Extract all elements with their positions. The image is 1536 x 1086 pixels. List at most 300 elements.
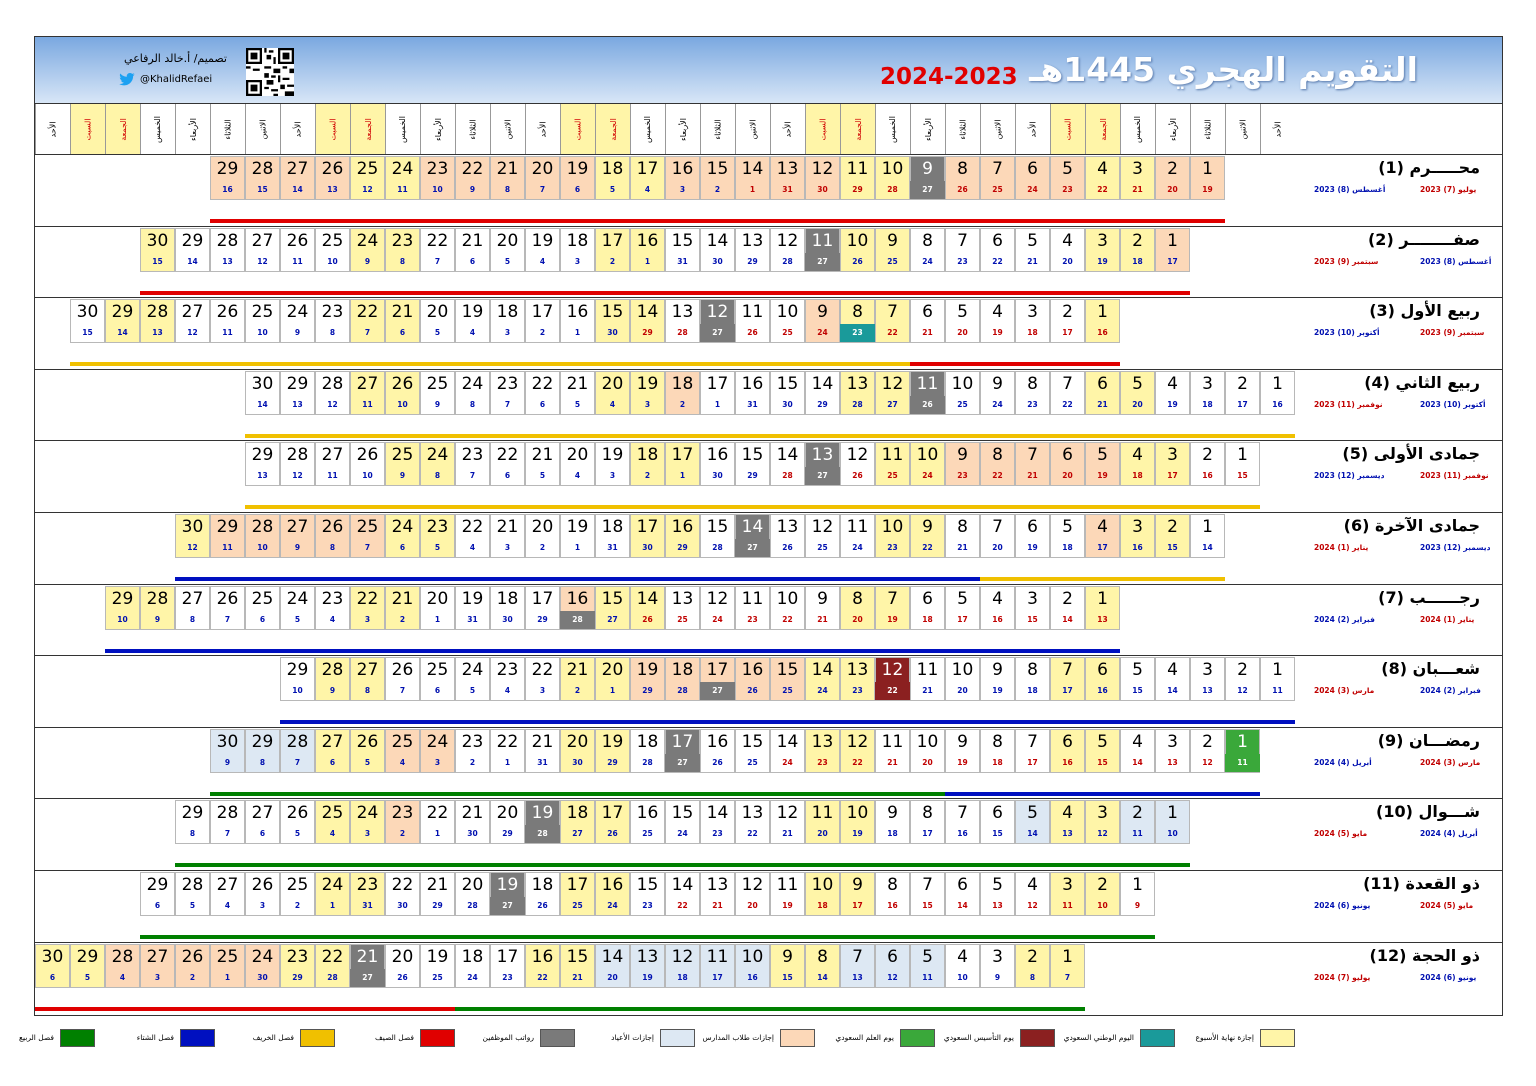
- hijri-day-number: 21: [531, 731, 554, 752]
- hijri-day-number: 16: [601, 875, 624, 895]
- gregorian-day-number: 13: [992, 901, 1003, 910]
- gregorian-day-number: 24: [1027, 185, 1038, 194]
- hijri-day-number: 5: [922, 946, 933, 967]
- gregorian-day-number: 18: [1027, 328, 1038, 338]
- gregorian-day-number: 15: [257, 185, 268, 194]
- hijri-day-number: 13: [776, 517, 799, 537]
- legend-label: إجازة نهاية الأسبوع: [1195, 1033, 1254, 1042]
- qr-code-icon: [246, 48, 294, 96]
- gregorian-day-number: 5: [294, 614, 301, 624]
- gregorian-day-number: 29: [642, 328, 653, 338]
- hijri-day-number: 17: [531, 588, 554, 609]
- hijri-day-number: 13: [671, 302, 694, 323]
- gregorian-day-number: 13: [292, 399, 303, 409]
- gregorian-day-number: 19: [992, 328, 1003, 338]
- hijri-day-number: 25: [321, 230, 344, 251]
- gregorian-day-number: 17: [1062, 328, 1073, 338]
- gregorian-day-number: 23: [642, 901, 653, 910]
- gregorian-day-number: 11: [397, 185, 408, 194]
- gregorian-day-number: 2: [399, 614, 406, 624]
- twitter-icon: [118, 73, 136, 87]
- hijri-day-number: 15: [671, 230, 694, 251]
- weekday-label: الاثنين: [735, 104, 770, 154]
- hijri-day-number: 24: [251, 946, 274, 967]
- gregorian-day-number: 1: [434, 829, 441, 839]
- hijri-day-number: 16: [741, 660, 764, 681]
- hijri-day-number: 21: [426, 875, 449, 895]
- gregorian-day-number: 1: [714, 399, 721, 409]
- hijri-day-number: 17: [496, 946, 519, 967]
- hijri-day-number: 23: [496, 373, 519, 394]
- season-band: [140, 935, 1155, 939]
- hijri-day-number: 9: [817, 588, 828, 609]
- hijri-day-number: 6: [1097, 660, 1108, 681]
- hijri-day-number: 8: [1027, 660, 1038, 681]
- hijri-day-number: 27: [286, 159, 309, 179]
- hijri-day-number: 3: [1202, 660, 1213, 681]
- gregorian-day-number: 5: [189, 901, 196, 910]
- gregorian-day-number: 9: [329, 686, 336, 696]
- weekday-label: الأحد: [1260, 104, 1295, 154]
- hijri-day-number: 27: [251, 803, 274, 824]
- gregorian-day-number: 30: [817, 185, 828, 194]
- hijri-day-number: 21: [566, 373, 589, 394]
- gregorian-day-number: 23: [957, 471, 968, 481]
- gregorian-day-number: 9: [294, 543, 301, 552]
- month-row-divider: [34, 440, 1503, 441]
- gregorian-day-number: 15: [992, 829, 1003, 839]
- gregorian-day-number: 21: [572, 972, 583, 982]
- legend-swatch: [1140, 1029, 1175, 1047]
- gregorian-day-number: 30: [712, 256, 723, 266]
- hijri-day-number: 2: [1202, 731, 1213, 752]
- weekday-label: الجمعة: [595, 104, 630, 154]
- gregorian-day-number: 28: [782, 256, 793, 266]
- hijri-day-number: 19: [566, 517, 589, 537]
- gregorian-day-number: 22: [782, 614, 793, 624]
- gregorian-day-number: 12: [1097, 829, 1108, 839]
- gregorian-day-number: 3: [539, 686, 546, 696]
- hijri-day-number: 21: [531, 445, 554, 466]
- weekday-label: الثلاثاء: [1190, 104, 1225, 154]
- hijri-day-number: 24: [286, 302, 309, 323]
- weekday-label: الجمعة: [840, 104, 875, 154]
- hijri-day-number: 14: [671, 875, 694, 895]
- weekday-label: الأحد: [35, 104, 70, 154]
- hijri-day-number: 15: [566, 946, 589, 967]
- hijri-day-number: 7: [992, 159, 1003, 179]
- hijri-day-number: 2: [1062, 302, 1073, 323]
- gregorian-month-start: مارس (3) 2024: [1420, 757, 1481, 767]
- hijri-day-number: 18: [566, 230, 589, 251]
- month-name: شعـــبان (8): [1381, 659, 1480, 679]
- hijri-day-number: 22: [531, 660, 554, 681]
- gregorian-month-start: مايو (5) 2024: [1420, 901, 1474, 910]
- hijri-day-number: 14: [636, 588, 659, 609]
- gregorian-day-number: 11: [1225, 754, 1260, 772]
- gregorian-day-number: 26: [852, 256, 863, 266]
- hijri-day-number: 22: [356, 588, 379, 609]
- gregorian-day-number: 26: [782, 543, 793, 552]
- gregorian-day-number: 9: [1134, 901, 1141, 910]
- hijri-day-number: 5: [1132, 373, 1143, 394]
- hijri-day-number: 24: [286, 588, 309, 609]
- hijri-day-number: 29: [76, 946, 99, 967]
- hijri-day-number: 5: [1062, 517, 1073, 537]
- gregorian-day-number: 28: [467, 901, 478, 910]
- gregorian-day-number: 15: [1132, 686, 1143, 696]
- hijri-day-number: 11: [846, 159, 869, 179]
- gregorian-day-number: 6: [504, 471, 511, 481]
- gregorian-day-number: 14: [1132, 757, 1143, 767]
- gregorian-day-number: 13: [1167, 757, 1178, 767]
- gregorian-day-number: 10: [257, 328, 268, 338]
- hijri-day-number: 12: [811, 159, 834, 179]
- month-row-divider: [34, 297, 1503, 298]
- gregorian-day-number: 12: [257, 256, 268, 266]
- hijri-day-number: 25: [321, 803, 344, 824]
- hijri-day-number: 14: [776, 445, 799, 466]
- gregorian-day-number: 24: [922, 256, 933, 266]
- hijri-day-number: 1: [1097, 302, 1108, 323]
- hijri-day-number: 15: [741, 445, 764, 466]
- legend-swatch: [1260, 1029, 1295, 1047]
- hijri-day-number: 22: [461, 159, 484, 179]
- gregorian-day-number: 26: [642, 614, 653, 624]
- gregorian-day-number: 20: [992, 543, 1003, 552]
- hijri-day-number: 11: [706, 946, 729, 967]
- gregorian-day-number: 20: [1062, 256, 1073, 266]
- hijri-day-number: 16: [741, 373, 764, 394]
- hijri-day-number: 29: [216, 517, 239, 537]
- gregorian-day-number: 6: [259, 614, 266, 624]
- hijri-day-number: 28: [111, 946, 134, 967]
- gregorian-day-number: 23: [957, 256, 968, 266]
- gregorian-day-number: 24: [677, 829, 688, 839]
- hijri-day-number: 13: [636, 946, 659, 967]
- gregorian-day-number: 30: [642, 543, 653, 552]
- hijri-day-number: 22: [461, 517, 484, 537]
- hijri-day-number: 2: [1167, 159, 1178, 179]
- gregorian-day-number: 13: [1097, 614, 1108, 624]
- hijri-day-number: 6: [957, 875, 968, 895]
- gregorian-day-number: 25: [957, 399, 968, 409]
- gregorian-day-number: 10: [1167, 829, 1178, 839]
- gregorian-day-number: 4: [504, 686, 511, 696]
- hijri-day-number: 17: [671, 445, 694, 466]
- hijri-day-number: 18: [461, 946, 484, 967]
- gregorian-day-number: 3: [504, 543, 511, 552]
- hijri-day-number: 3: [1132, 517, 1143, 537]
- hijri-day-number: 30: [41, 946, 64, 967]
- hijri-day-number: 25: [356, 159, 379, 179]
- gregorian-day-number: 16: [957, 829, 968, 839]
- hijri-day-number: 26: [356, 445, 379, 466]
- gregorian-day-number: 24: [817, 686, 828, 696]
- hijri-day-number: 4: [1027, 875, 1038, 895]
- hijri-day-number: 9: [922, 159, 933, 179]
- hijri-day-number: 2: [1132, 230, 1143, 251]
- hijri-day-number: 20: [566, 445, 589, 466]
- gregorian-day-number: 7: [364, 543, 371, 552]
- hijri-day-number: 6: [887, 946, 898, 967]
- hijri-day-number: 16: [566, 588, 589, 609]
- hijri-day-number: 3: [1097, 803, 1108, 824]
- hijri-day-number: 8: [992, 445, 1003, 466]
- hijri-day-number: 18: [601, 159, 624, 179]
- hijri-day-number: 16: [706, 731, 729, 752]
- gregorian-day-number: 18: [887, 829, 898, 839]
- gregorian-day-number: 16: [1062, 757, 1073, 767]
- gregorian-day-number: 21: [782, 829, 793, 839]
- hijri-day-number: 1: [1202, 517, 1213, 537]
- gregorian-day-number: 9: [294, 328, 301, 338]
- hijri-day-number: 29: [181, 230, 204, 251]
- hijri-day-number: 28: [321, 373, 344, 394]
- season-band: [175, 577, 980, 581]
- gregorian-day-number: 2: [539, 543, 546, 552]
- designer-credit: تصميم/ أ.خالد الرفاعي: [124, 52, 227, 65]
- gregorian-day-number: 20: [1062, 471, 1073, 481]
- gregorian-day-number: 24: [852, 543, 863, 552]
- hijri-day-number: 26: [216, 302, 239, 323]
- gregorian-day-number: 16: [747, 972, 758, 982]
- hijri-day-number: 19: [636, 373, 659, 394]
- hijri-day-number: 2: [1062, 588, 1073, 609]
- month-name: محـــــرم (1): [1378, 158, 1480, 177]
- hijri-day-number: 8: [887, 875, 898, 895]
- gregorian-day-number: 22: [992, 256, 1003, 266]
- gregorian-day-number: 8: [259, 757, 266, 767]
- gregorian-day-number: 16: [1202, 471, 1213, 481]
- gregorian-day-number: 20: [747, 901, 758, 910]
- gregorian-day-number: 11: [362, 399, 373, 409]
- hijri-day-number: 26: [181, 946, 204, 967]
- season-band: [980, 577, 1225, 581]
- hijri-day-number: 4: [1097, 159, 1108, 179]
- gregorian-day-number: 8: [189, 829, 196, 839]
- gregorian-day-number: 29: [607, 757, 618, 767]
- hijri-day-number: 20: [496, 230, 519, 251]
- hijri-day-number: 12: [776, 230, 799, 251]
- hijri-day-number: 12: [706, 302, 729, 323]
- season-band: [35, 1007, 455, 1011]
- hijri-day-number: 3: [1027, 588, 1038, 609]
- month-row-divider: [34, 512, 1503, 513]
- season-band: [210, 219, 1225, 223]
- gregorian-day-number: 13: [222, 256, 233, 266]
- hijri-day-number: 18: [671, 660, 694, 681]
- hijri-day-number: 2: [1027, 946, 1038, 967]
- hijri-day-number: 4: [1132, 731, 1143, 752]
- hijri-day-number: 2: [1097, 875, 1108, 895]
- hijri-day-number: 7: [922, 875, 933, 895]
- hijri-day-number: 24: [321, 875, 344, 895]
- gregorian-day-number: 5: [504, 256, 511, 266]
- gregorian-day-number: 23: [817, 757, 828, 767]
- hijri-day-number: 22: [356, 302, 379, 323]
- weekday-label: الاثنين: [490, 104, 525, 154]
- weekday-label: السبت: [1050, 104, 1085, 154]
- gregorian-day-number: 19: [782, 901, 793, 910]
- hijri-day-number: 11: [916, 373, 939, 394]
- hijri-day-number: 4: [1097, 517, 1108, 537]
- gregorian-day-number: 27: [607, 614, 618, 624]
- hijri-day-number: 30: [216, 731, 239, 752]
- gregorian-day-number: 7: [434, 256, 441, 266]
- gregorian-day-number: 14: [1062, 614, 1073, 624]
- hijri-day-number: 6: [922, 588, 933, 609]
- gregorian-month-end: أبريل (4) 2024: [1314, 757, 1372, 767]
- hijri-day-number: 14: [706, 803, 729, 824]
- hijri-day-number: 14: [776, 731, 799, 752]
- gregorian-day-number: 15: [782, 972, 793, 982]
- gregorian-day-number: 17: [852, 901, 863, 910]
- gregorian-day-number: 7: [224, 829, 231, 839]
- gregorian-day-number: 26: [852, 471, 863, 481]
- gregorian-day-number: 4: [644, 185, 651, 194]
- hijri-day-number: 3: [992, 946, 1003, 967]
- hijri-day-number: 19: [531, 230, 554, 251]
- hijri-day-number: 22: [496, 731, 519, 752]
- hijri-day-number: 7: [957, 230, 968, 251]
- hijri-day-number: 22: [531, 373, 554, 394]
- gregorian-month-end: سبتمبر (9) 2023: [1314, 256, 1379, 266]
- gregorian-day-number: 18: [1132, 256, 1143, 266]
- gregorian-day-number: 16: [887, 901, 898, 910]
- gregorian-day-number: 27: [700, 682, 735, 700]
- gregorian-day-number: 27: [805, 253, 840, 271]
- hijri-day-number: 3: [1202, 373, 1213, 394]
- legend-label: فصل الصيف: [374, 1033, 414, 1042]
- gregorian-day-number: 4: [469, 543, 476, 552]
- month-name: جمادى الأولى (5): [1342, 444, 1480, 464]
- hijri-day-number: 10: [741, 946, 764, 967]
- gregorian-day-number: 24: [992, 399, 1003, 409]
- hijri-day-number: 12: [846, 731, 869, 752]
- gregorian-day-number: 25: [887, 256, 898, 266]
- hijri-day-number: 24: [356, 803, 379, 824]
- gregorian-day-number: 14: [117, 328, 128, 338]
- gregorian-month-start: أبريل (4) 2024: [1420, 829, 1478, 839]
- gregorian-day-number: 1: [679, 471, 686, 481]
- gregorian-day-number: 7: [224, 614, 231, 624]
- hijri-day-number: 10: [776, 588, 799, 609]
- hijri-day-number: 9: [817, 302, 828, 323]
- gregorian-day-number: 26: [607, 829, 618, 839]
- hijri-day-number: 7: [1062, 373, 1073, 394]
- hijri-day-number: 14: [741, 517, 764, 537]
- gregorian-day-number: 3: [259, 901, 266, 910]
- gregorian-day-number: 7: [504, 399, 511, 409]
- hijri-day-number: 10: [881, 517, 904, 537]
- hijri-day-number: 1: [1237, 731, 1248, 752]
- hijri-day-number: 24: [426, 445, 449, 466]
- hijri-day-number: 9: [992, 660, 1003, 681]
- gregorian-day-number: 3: [364, 614, 371, 624]
- gregorian-month-start: سبتمبر (9) 2023: [1420, 328, 1485, 338]
- gregorian-day-number: 16: [222, 185, 233, 194]
- gregorian-day-number: 27: [735, 539, 770, 557]
- hijri-day-number: 24: [461, 660, 484, 681]
- hijri-day-number: 4: [1167, 373, 1178, 394]
- gregorian-day-number: 13: [327, 185, 338, 194]
- gregorian-day-number: 8: [329, 543, 336, 552]
- hijri-day-number: 21: [391, 302, 414, 323]
- weekday-label: الأربعاء: [420, 104, 455, 154]
- gregorian-day-number: 4: [399, 757, 406, 767]
- gregorian-day-number: 17: [1062, 686, 1073, 696]
- hijri-day-number: 23: [426, 159, 449, 179]
- gregorian-day-number: 30: [572, 757, 583, 767]
- gregorian-day-number: 29: [747, 471, 758, 481]
- gregorian-day-number: 2: [574, 686, 581, 696]
- hijri-day-number: 28: [216, 230, 239, 251]
- hijri-day-number: 22: [391, 875, 414, 895]
- gregorian-day-number: 4: [224, 901, 231, 910]
- hijri-day-number: 23: [321, 588, 344, 609]
- hijri-day-number: 6: [992, 230, 1003, 251]
- hijri-day-number: 4: [1167, 660, 1178, 681]
- gregorian-day-number: 21: [887, 757, 898, 767]
- gregorian-month-end: يوليو (7) 2024: [1314, 972, 1371, 982]
- gregorian-day-number: 9: [434, 399, 441, 409]
- weekday-label: الأحد: [525, 104, 560, 154]
- hijri-day-number: 26: [216, 588, 239, 609]
- legend-label: فصل الشتاء: [136, 1033, 174, 1042]
- hijri-day-number: 30: [181, 517, 204, 537]
- gregorian-day-number: 6: [574, 185, 581, 194]
- hijri-day-number: 10: [916, 731, 939, 752]
- hijri-day-number: 3: [1132, 159, 1143, 179]
- weekday-label: الخميس: [1120, 104, 1155, 154]
- hijri-day-number: 21: [461, 230, 484, 251]
- weekday-label: الجمعة: [1085, 104, 1120, 154]
- gregorian-day-number: 10: [257, 543, 268, 552]
- gregorian-day-number: 20: [1167, 185, 1178, 194]
- hijri-day-number: 28: [286, 731, 309, 752]
- gregorian-day-number: 25: [782, 686, 793, 696]
- hijri-day-number: 18: [671, 373, 694, 394]
- gregorian-day-number: 12: [1202, 757, 1213, 767]
- gregorian-month-end: يناير (1) 2024: [1314, 543, 1369, 552]
- hijri-day-number: 1: [1132, 875, 1143, 895]
- weekday-label: الأربعاء: [665, 104, 700, 154]
- month-row-divider: [34, 942, 1503, 943]
- hijri-day-number: 18: [496, 588, 519, 609]
- gregorian-day-number: 19: [887, 614, 898, 624]
- weekday-label: الأربعاء: [175, 104, 210, 154]
- hijri-day-number: 25: [356, 517, 379, 537]
- hijri-day-number: 10: [881, 159, 904, 179]
- gregorian-day-number: 21: [1027, 256, 1038, 266]
- hijri-day-number: 18: [636, 731, 659, 752]
- hijri-day-number: 14: [636, 302, 659, 323]
- gregorian-day-number: 10: [362, 471, 373, 481]
- gregorian-day-number: 14: [1027, 829, 1038, 839]
- weekday-label: الجمعة: [350, 104, 385, 154]
- season-band: [105, 649, 1120, 653]
- hijri-day-number: 11: [916, 660, 939, 681]
- month-name: ربيع الأول (3): [1369, 301, 1480, 321]
- hijri-day-number: 29: [111, 588, 134, 609]
- gregorian-day-number: 6: [399, 543, 406, 552]
- hijri-day-number: 26: [391, 373, 414, 394]
- month-name: شـــوال (10): [1376, 802, 1480, 822]
- gregorian-day-number: 12: [292, 471, 303, 481]
- hijri-day-number: 11: [881, 731, 904, 752]
- hijri-day-number: 15: [601, 302, 624, 323]
